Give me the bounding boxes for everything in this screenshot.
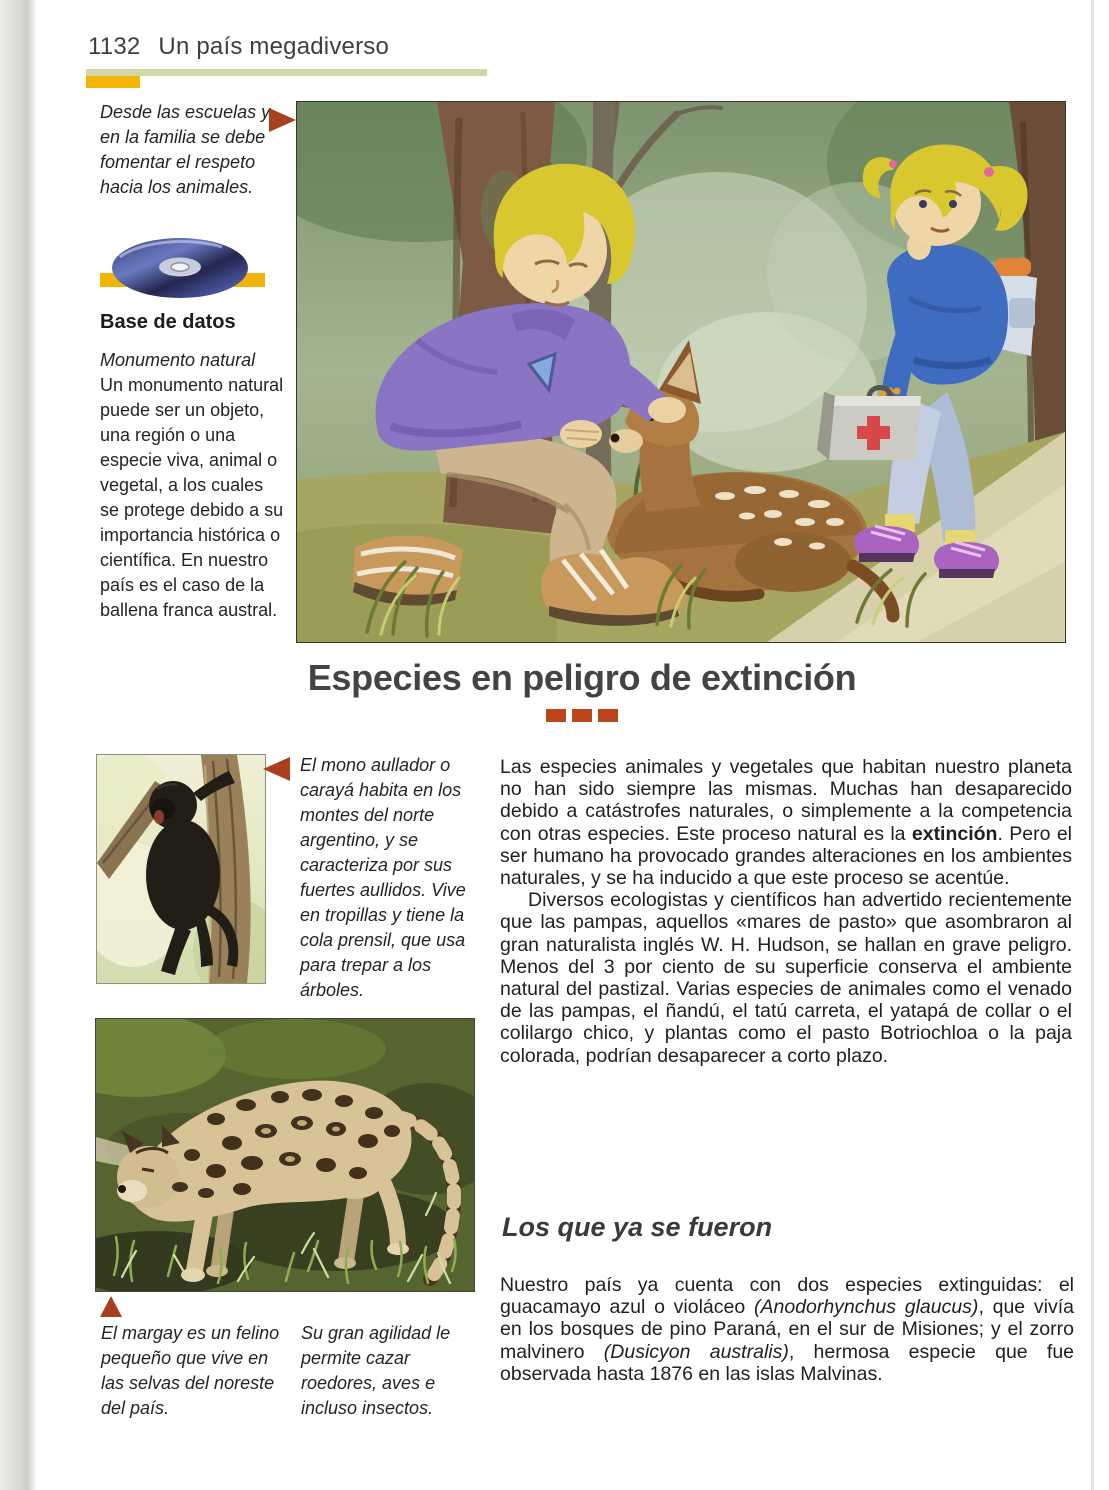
database-label: Base de datos bbox=[100, 311, 236, 333]
paragraph-text: , que vivía en los bosques de pino Paraná, en el sur de Misiones; y el zorro malvinero bbox=[500, 1296, 1074, 1363]
section-divider bbox=[86, 709, 1078, 722]
cd-disc-icon bbox=[110, 237, 250, 300]
article-body bbox=[500, 750, 1072, 1067]
red-square-icon bbox=[546, 709, 566, 722]
red-square-icon bbox=[572, 709, 592, 722]
arrow-left-icon bbox=[263, 757, 290, 781]
page-edge-shadow-left bbox=[0, 0, 36, 1490]
paragraph-text: , hermosa especie que fue observada hasta 1876 en las islas Malvinas. bbox=[500, 1340, 1075, 1385]
species-latin-name: (Anodorhynchus glaucus) bbox=[753, 1296, 979, 1319]
glossary-term: Monumento natural bbox=[100, 350, 256, 370]
glossary-entry bbox=[100, 348, 284, 623]
margay-photo bbox=[95, 1018, 475, 1292]
top-illustration-caption: Desde las escuelas y en la familia se debe fomentar el respeto hacia los animales. bbox=[100, 102, 271, 197]
page-edge-shadow-right bbox=[1091, 0, 1094, 1490]
arrow-right-icon bbox=[269, 108, 296, 132]
red-square-icon bbox=[598, 709, 618, 722]
page-header bbox=[88, 33, 389, 61]
header-rule bbox=[86, 69, 487, 76]
arrow-up-icon bbox=[100, 1296, 122, 1317]
page-number: 1132 bbox=[88, 33, 141, 60]
section-heading: Los que ya se fueron bbox=[502, 1212, 773, 1242]
paragraph-text: . Pero el ser humano ha provocado grandes alteraciones en los ambientes naturales, y se ha inducido a que este proceso se acentúe. bbox=[500, 822, 1072, 890]
paragraph-extinct-species bbox=[500, 1274, 1074, 1385]
howler-monkey-photo bbox=[96, 754, 266, 984]
article-title: Especies en peligro de extinción bbox=[307, 657, 857, 698]
glossary-text: Un monumento natural puede ser un objeto, una región o una especie viva, animal o vegetal, a los cuales se protege debido a su importancia histórica o científica. En nuestro país es el caso de la ballena franca austral. bbox=[100, 375, 284, 620]
chapter-title: Un país megadiverso bbox=[158, 33, 390, 60]
bold-term: extinción bbox=[911, 822, 998, 845]
paragraph-text: Nuestro país ya cuenta con dos especies extinguidas: el guacamayo azul o violáceo bbox=[500, 1274, 1074, 1319]
margay-caption-right: Su gran agilidad le permite cazar roedores, aves e incluso insectos. bbox=[301, 1323, 451, 1418]
species-latin-name: (Dusicyon australis) bbox=[603, 1340, 789, 1363]
paragraph-pampas: Diversos ecologistas y científicos han advertido recientemente que las pampas, aquellos «mares de pasto» que asombraron al gran naturalista inglés W. H. Hudson, se hallan en grave peligro. Menos del 3 por ciento de su superficie conserva el ambiente natural del pastizal. Varias especies de animales como el venado de las pampas, el ñandú, el tatú carreta, el yatapá de collar o el colilargo chico, y plantas como el pasto Botriochloa o la paja colorada, podrían desaparecer a corto plazo. bbox=[500, 889, 1072, 1067]
margay-caption-left: El margay es un felino pequeño que vive en las selvas del noreste del país. bbox=[101, 1323, 280, 1418]
header-rule-accent bbox=[86, 76, 140, 88]
illustration-scene bbox=[297, 102, 1065, 642]
paragraph-text: Las especies animales y vegetales que habitan nuestro planeta no han sido siempre las mismas. Muchas han desaparecido debido a catástrofes naturales, o simplemente a la competencia con otras especies. Este proceso natural es la bbox=[500, 756, 1072, 845]
forest-rescue-illustration bbox=[296, 101, 1066, 643]
paragraph-extinction bbox=[500, 756, 1072, 889]
monkey-caption: El mono aullador o carayá habita en los montes del norte argentino, y se caracteriza por sus fuertes aullidos. Vive en tropillas y tiene la cola prensil, que usa para trepar a los árboles. bbox=[300, 755, 466, 1000]
